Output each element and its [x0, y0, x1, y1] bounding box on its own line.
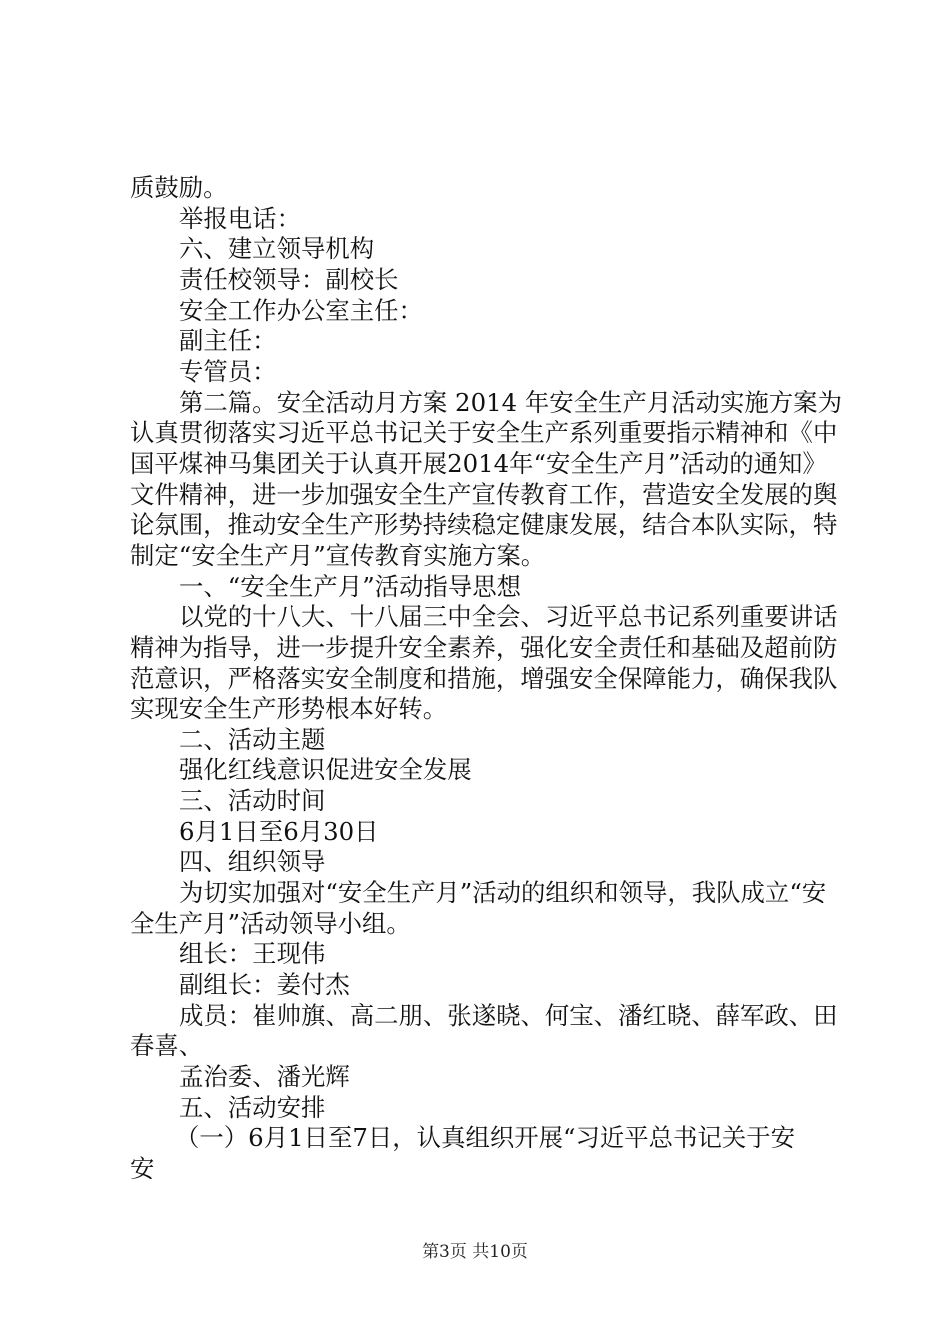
document-body: [130, 173, 850, 1185]
section-heading: 三、活动时间: [179, 786, 326, 816]
paragraph: 副主任：: [179, 326, 277, 356]
paragraph: 专管员：: [179, 356, 277, 386]
section-heading: 一、“安全生产月”活动指导思想: [179, 571, 522, 601]
paragraph: 安全工作办公室主任：: [179, 295, 423, 325]
paragraph: 为切实加强对“安全生产月”活动的组织和领导，我队成立“安全生产月”活动领导小组。: [130, 878, 827, 938]
section-heading: 五、活动安排: [179, 1092, 326, 1122]
paragraph: 孟治委、潘光辉: [179, 1062, 350, 1092]
page-number: 第3页 共10页: [422, 1242, 528, 1262]
section-heading: 二、活动主题: [179, 724, 326, 754]
paragraph: 组长：王现伟: [179, 939, 326, 969]
paragraph: 强化红线意识促进安全发展: [179, 755, 472, 785]
section-heading: 六、建立领导机构: [179, 234, 375, 264]
paragraph: 举报电话：: [179, 203, 301, 233]
paragraph: 以党的十八大、十八届三中全会、习近平总书记系列重要讲话精神为指导，进一步提升安全素养，强化安全责任和基础及超前防范意识，严格落实安全制度和措施，增强安全保障能力，确保我队实现安全生产形势根本好转。: [130, 602, 838, 724]
paragraph: 副组长：姜付杰: [179, 970, 350, 1000]
section-heading: 四、组织领导: [179, 847, 326, 877]
paragraph: （一）6月1日至7日，认真组织开展“习近平总书记关于安: [175, 1123, 796, 1153]
paragraph: 质鼓励。: [130, 173, 228, 202]
paragraph: 成员：崔帅旗、高二朋、张遂晓、何宝、潘红晓、薛军政、田春喜、: [130, 1000, 838, 1061]
page-footer: [0, 1241, 950, 1263]
paragraph: 责任校领导：副校长: [179, 264, 399, 294]
paragraph: 安: [130, 1154, 155, 1183]
paragraph: 6月1日至6月30日: [179, 816, 379, 846]
paragraph: 第二篇。安全活动月方案 2014 年安全生产月活动实施方案为认真贯彻落实习近平总书记关于安全生产系列重要指示精神和《中国平煤神马集团关于认真开展2014年“安全生产月”活动的通知》文件精神，进一步加强安全生产宣传教育工作，营造安全发展的舆论氛围，推动安全生产形势持续稳定健康发展，结合本队实际，特制定“安全生产月”宣传教育实施方案。: [130, 387, 842, 570]
